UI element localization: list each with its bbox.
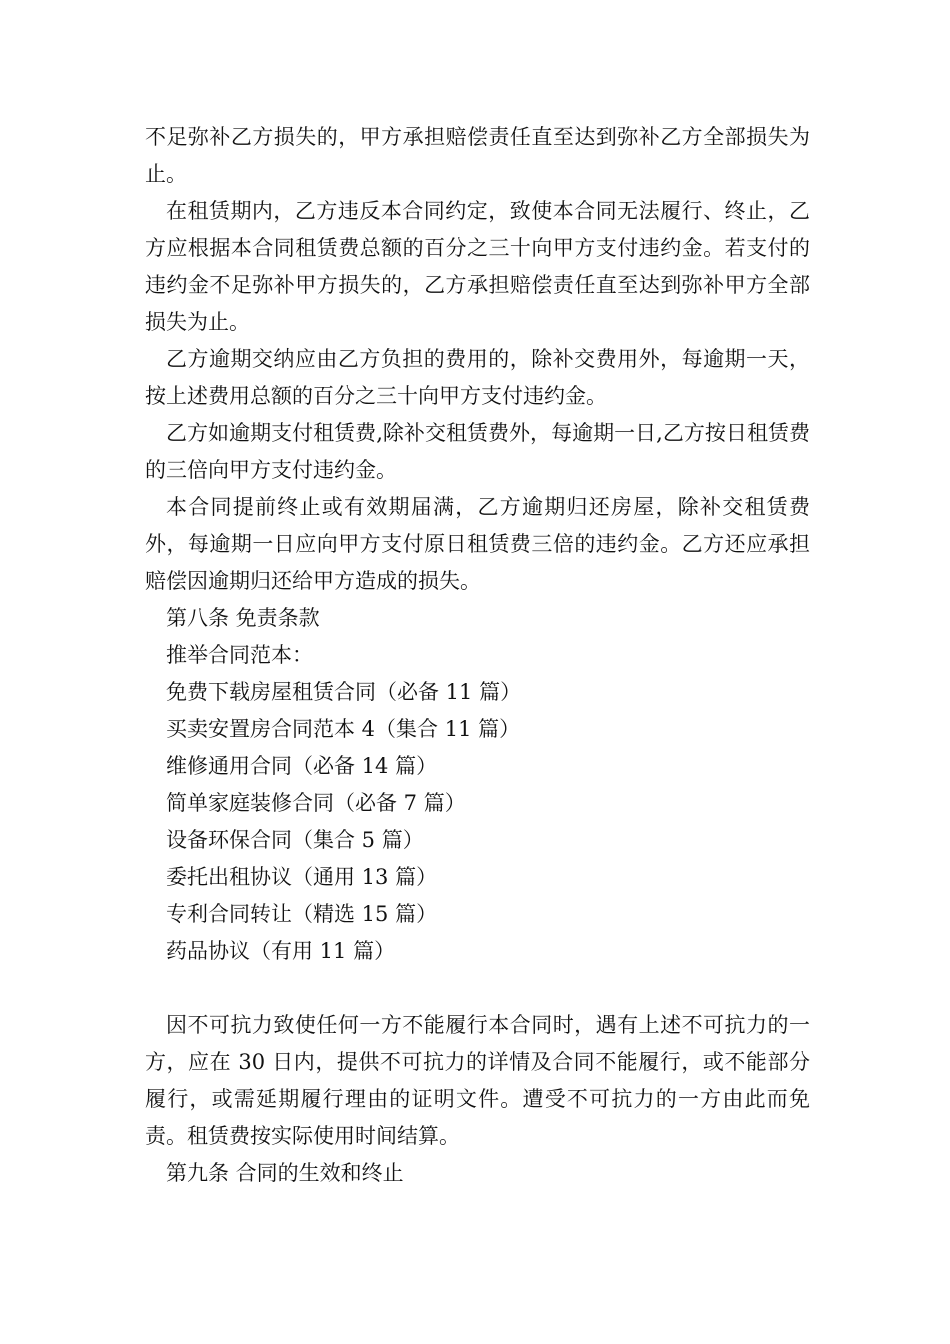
section-8-title: 第八条 免责条款 — [166, 606, 320, 630]
recommend-item: 设备环保合同（集合 5 篇） — [166, 828, 424, 852]
blank-line — [145, 970, 810, 1007]
recommend-item: 维修通用合同（必备 14 篇） — [166, 754, 438, 778]
recommend-item: 简单家庭装修合同（必备 7 篇） — [166, 791, 466, 815]
recommend-item: 委托出租协议（通用 13 篇） — [166, 865, 438, 889]
recommend-item: 专利合同转让（精选 15 篇） — [166, 902, 438, 926]
document-body — [145, 119, 810, 1192]
recommend-item: 买卖安置房合同范本 4（集合 11 篇） — [166, 717, 521, 741]
paragraph-lessee-breach: 在租赁期内，乙方违反本合同约定，致使本合同无法履行、终止，乙方应根据本合同租赁费总额的百分之三十向甲方支付违约金。若支付的违约金不足弥补甲方损失的，乙方承担赔偿责任直至达到弥补甲方全部损失为止。 — [145, 199, 810, 334]
paragraph-late-fees: 乙方逾期交纳应由乙方负担的费用的，除补交费用外，每逾期一天，按上述费用总额的百分之三十向甲方支付违约金。 — [145, 347, 810, 408]
paragraph-late-return: 本合同提前终止或有效期届满，乙方逾期归还房屋，除补交租赁费外，每逾期一日应向甲方支付原日租赁费三倍的违约金。乙方还应承担赔偿因逾期归还给甲方造成的损失。 — [145, 495, 810, 593]
section-9-title: 第九条 合同的生效和终止 — [166, 1161, 404, 1185]
recommend-item: 药品协议（有用 11 篇） — [166, 939, 396, 963]
paragraph-force-majeure: 因不可抗力致使任何一方不能履行本合同时，遇有上述不可抗力的一方，应在 30 日内，提供不可抗力的详情及合同不能履行，或不能部分履行，或需延期履行理由的证明文件。遭受不可抗力的一方由此而免责。租赁费按实际使用时间结算。 — [145, 1013, 810, 1148]
recommend-heading: 推举合同范本： — [166, 643, 313, 667]
paragraph-late-rent: 乙方如逾期支付租赁费,除补交租赁费外，每逾期一日,乙方按日租赁费的三倍向甲方支付违约金。 — [145, 421, 810, 482]
recommend-list — [145, 674, 810, 970]
paragraph-loss-compensation: 不足弥补乙方损失的，甲方承担赔偿责任直至达到弥补乙方全部损失为止。 — [145, 125, 810, 186]
recommend-item: 免费下载房屋租赁合同（必备 11 篇） — [166, 680, 522, 704]
